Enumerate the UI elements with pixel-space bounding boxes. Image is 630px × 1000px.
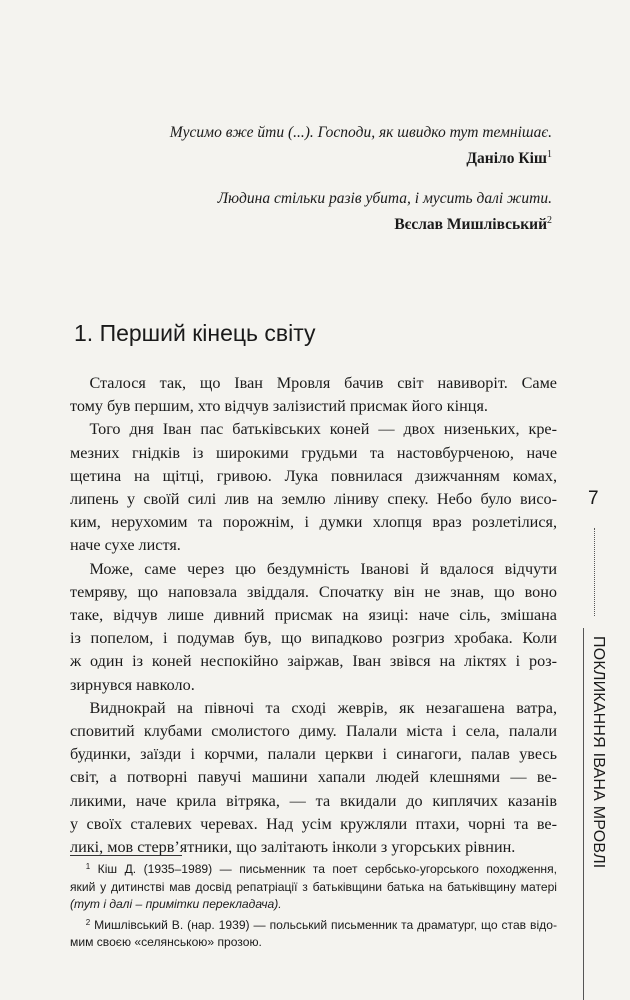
margin-side-line	[583, 628, 584, 1000]
footnote-1-line: який у дитинстві мав досвід репатріації з батьківщини батька на батьківщину матері	[70, 879, 557, 894]
text-line: щетина на щітці, гривою. Лука повнилася дзижчанням комах,	[70, 466, 557, 485]
text-line: мезних гнідків із широкими грудьми та настовбурченою, наче	[70, 443, 557, 462]
text-line: Того дня Іван пас батьківських коней — двох низеньких, кре-	[89, 420, 557, 439]
margin-dotted-rule	[594, 528, 595, 616]
text-line: темряву, що наповзала звіддаля. Спочатку він не знав, що воно	[70, 582, 557, 601]
text-line: Виднокрай на півночі та сході жеврів, як незагашена ватра,	[89, 698, 557, 717]
epigraph-quote: Людина стільки разів убита, і мусить далі жити.	[217, 190, 552, 207]
text-line: Сталося так, що Іван Мровля бачив світ навиворіт. Саме	[89, 374, 557, 392]
epigraph-author: Вєслав Мишлівський$^2$	[394, 215, 552, 233]
footnote-1-line: (тут і далі – примітки перекладача).	[70, 897, 282, 912]
text-line: наче сухе листя.	[70, 536, 181, 555]
footnotes	[70, 858, 557, 952]
text-line: ким, нерухомим та порожнім, і думки хлопця враз розлетілися,	[70, 513, 557, 532]
footnote-divider	[70, 855, 182, 856]
epigraph-author: Даніло Кіш$^1$	[466, 149, 552, 167]
text-line: таке, відчув лише дивний присмак на язиці: наче сіль, змішана	[70, 606, 557, 625]
text-line: світ, а потворні павучі машини хапали людей клешнями — ве-	[70, 768, 557, 787]
epigraph-2	[218, 188, 552, 236]
text-line: у своїх сталевих черевах. Над усім кружляли птахи, чорні та ве-	[70, 814, 557, 833]
epigraph-1	[170, 122, 552, 170]
text-line: будинки, заїзди і корчми, палали церкви і синагоги, палав увесь	[70, 745, 557, 764]
footnote-2-line: мим своєю «селянською» прозою.	[70, 935, 262, 950]
epigraph-quote: Мусимо вже йти (...). Господи, як швидко тут темнішає.	[169, 124, 552, 141]
text-line: ж один із коней неспокійно заіржав, Іван звівся на ліктях і роз-	[70, 652, 557, 671]
footnote-number: 1	[85, 862, 91, 871]
text-line: тому був першим, хто відчув залізистий присмак його кінця.	[70, 397, 488, 416]
text-line: із попелом, і подумав був, що випадково розгриз хробака. Коли	[70, 629, 557, 648]
page-number: 7	[588, 488, 599, 509]
running-title: ПОКЛИКАННЯ ІВАНА МРОВЛІ	[590, 636, 607, 869]
footnote-1-line: $^1$ Кіш Д. (1935–1989) — письменник та поет сербсько-угорського походження,	[85, 862, 557, 876]
chapter-body-text	[70, 372, 557, 859]
text-line: липень у своїй силі лив на землю ліниву спеку. Небо було висо-	[70, 490, 557, 509]
chapter-title: 1. Перший кінець світу	[74, 320, 316, 346]
text-line: ликі, мов стерв’ятники, що залітають інколи з угорських рівнин.	[70, 838, 516, 857]
footnote-marker: 2	[547, 215, 552, 226]
text-line: зирнувся навколо.	[70, 675, 195, 694]
footnote-number: 2	[85, 917, 91, 927]
text-line: ликими, наче крила вітряка, — та вкидали до киплячих казанів	[70, 791, 557, 810]
text-line: сповитий клубами смолистого диму. Палали міста і села, палали	[70, 722, 557, 741]
footnote-marker: 1	[547, 149, 552, 160]
footnote-2-line: $^2$ Мишлівський В. (нар. 1939) — польський письменник та драматург, що став відо-	[85, 917, 557, 932]
text-line: Може, саме через цю бездумність Іванові й вдалося відчути	[89, 559, 557, 578]
